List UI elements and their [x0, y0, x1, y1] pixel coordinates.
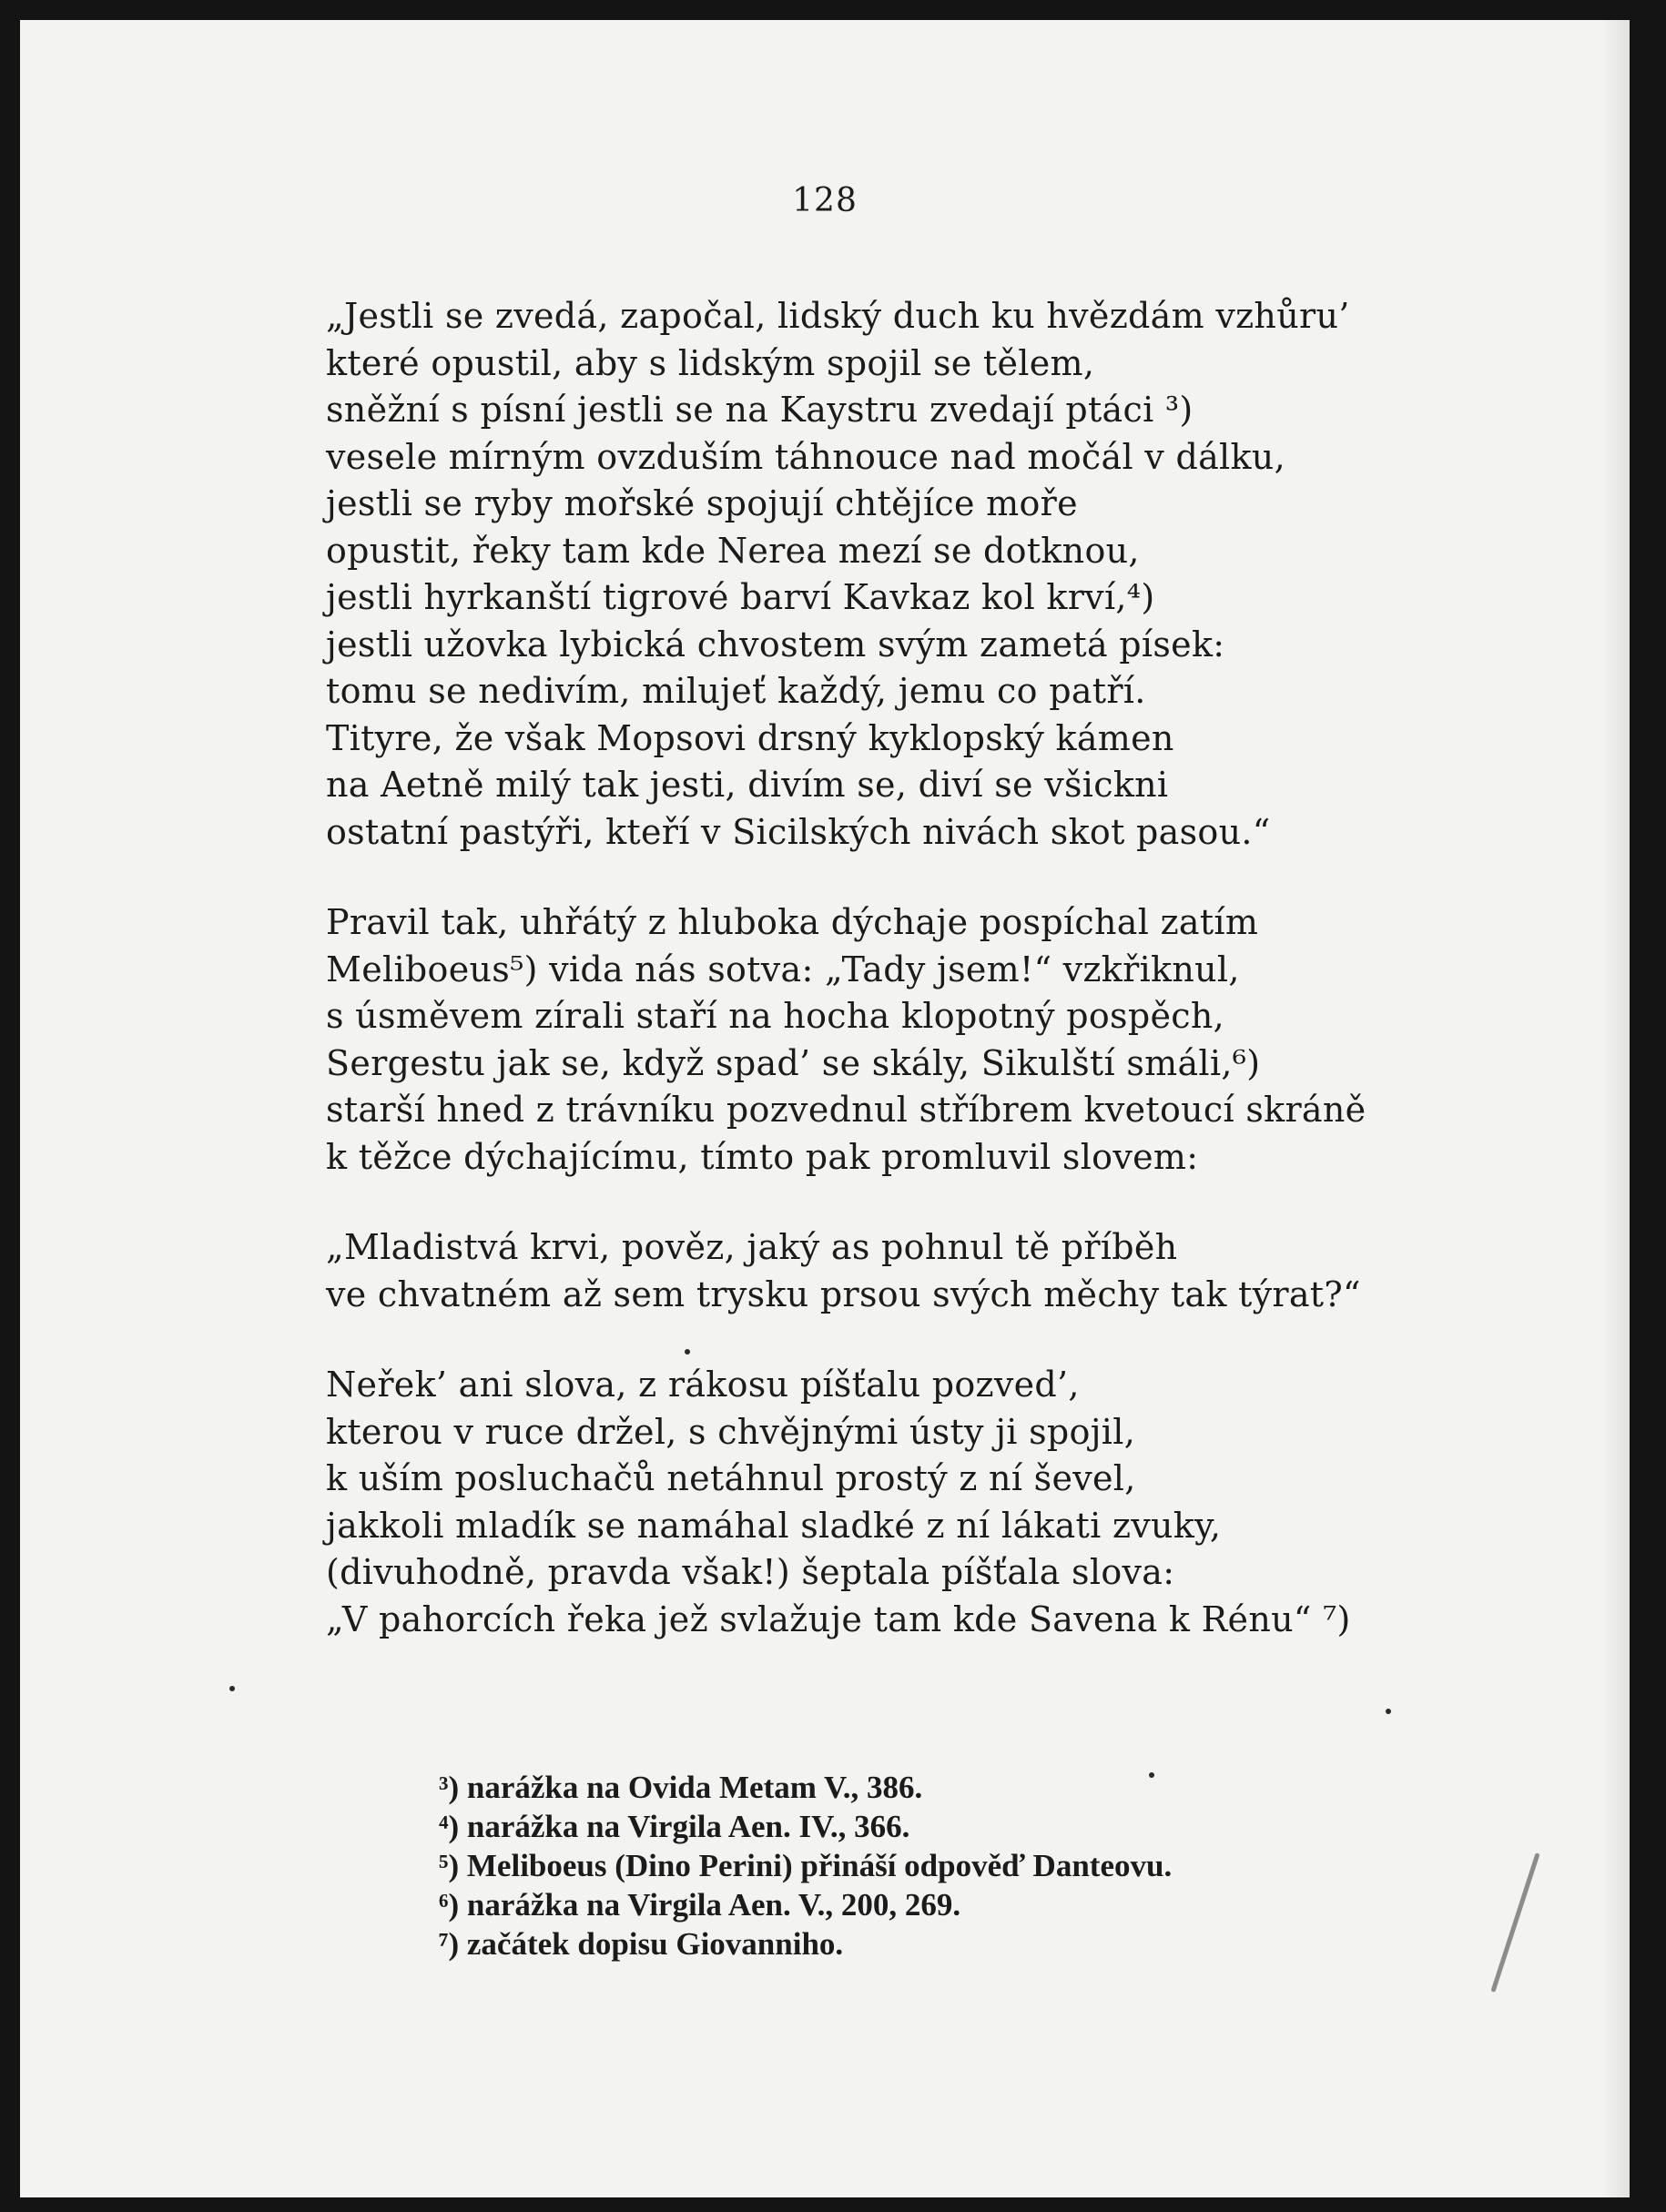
footnote: ⁶) narážka na Virgila Aen. V., 200, 269. — [439, 1887, 961, 1923]
ink-speck — [685, 1349, 690, 1355]
poem-line: „Mladistvá krvi, pověz, jaký as pohnul tě příběh — [326, 1227, 1178, 1267]
poem-line: ve chvatném až sem trysku prsou svých měchy tak týrat?“ — [326, 1273, 1361, 1314]
poem-line: opustit, řeky tam kde Nerea mezí se dotknou, — [326, 530, 1140, 571]
poem-line: „Jestli se zvedá, započal, lidský duch ku hvězdám vzhůru’ — [326, 296, 1350, 336]
poem-line: Meliboeus⁵) vida nás sotva: „Tady jsem!“ vzkřiknul, — [326, 949, 1240, 989]
poem-line: jestli se ryby mořské spojují chtějíce moře — [326, 483, 1078, 523]
poem-text — [326, 293, 1528, 1687]
poem-line: „V pahorcích řeka jež svlažuje tam kde Savena k Rénu“ ⁷) — [326, 1598, 1351, 1639]
poem-line: jestli užovka lybická chvostem svým zametá písek: — [326, 624, 1225, 665]
stanza — [326, 293, 1528, 856]
poem-line: sněžní s písní jestli se na Kaystru zvedají ptáci ³) — [326, 390, 1194, 430]
footnote: ³) narážka na Ovida Metam V., 386. — [439, 1770, 923, 1805]
poem-line: kterou v ruce držel, s chvějnými ústy ji spojil, — [326, 1411, 1136, 1452]
footnote: ⁵) Meliboeus (Dino Perini) přináší odpověď Danteovu. — [439, 1848, 1173, 1883]
page-number: 128 — [792, 182, 858, 219]
footnote: ⁷) začátek dopisu Giovanniho. — [439, 1926, 844, 1962]
poem-line: Tityre, že však Mopsovi drsný kyklopský kámen — [326, 717, 1174, 758]
poem-line: jestli hyrkanští tigrové barví Kavkaz kol krví,⁴) — [326, 577, 1155, 617]
poem-line: Neřek’ ani slova, z rákosu píšťalu pozved’, — [326, 1365, 1080, 1405]
poem-line: (divuhodně, pravda však!) šeptala píšťala slova: — [326, 1552, 1175, 1592]
poem-line: tomu se nedivím, milujeť každý, jemu co patří. — [326, 671, 1146, 711]
poem-line: k těžce dýchajícímu, tímto pak promluvil slovem: — [326, 1136, 1199, 1177]
poem-line: Pravil tak, uhřátý z hluboka dýchaje pospíchal zatím — [326, 902, 1259, 942]
poem-line: s úsměvem zírali staří na hocha klopotný pospěch, — [326, 996, 1225, 1036]
poem-line: jakkoli mladík se namáhal sladké z ní lákati zvuky, — [326, 1505, 1222, 1546]
ink-speck — [1149, 1772, 1154, 1778]
footnotes — [439, 1768, 1440, 1963]
stanza — [326, 899, 1528, 1181]
ink-speck — [1386, 1709, 1391, 1714]
book-page — [20, 20, 1630, 2197]
pencil-mark — [1490, 1852, 1539, 1993]
poem-line: ostatní pastýři, kteří v Sicilských nivách skot pasou.“ — [326, 811, 1271, 852]
stanza — [326, 1224, 1528, 1318]
poem-line: starší hned z trávníku pozvednul stříbrem kvetoucí skráně — [326, 1090, 1366, 1130]
footnote: ⁴) narážka na Virgila Aen. IV., 366. — [439, 1809, 910, 1844]
poem-line: vesele mírným ovzduším táhnouce nad močál v dálku, — [326, 436, 1285, 477]
poem-line: které opustil, aby s lidským spojil se tělem, — [326, 342, 1095, 383]
ink-speck — [229, 1686, 235, 1691]
poem-line: Sergestu jak se, když spad’ se skály, Sikulští smáli,⁶) — [326, 1042, 1261, 1083]
stanza — [326, 1362, 1528, 1643]
page-edge-shadow — [1602, 20, 1630, 2197]
poem-line: na Aetně milý tak jesti, divím se, diví se všickni — [326, 765, 1169, 805]
poem-line: k uším posluchačů netáhnul prostý z ní ševel, — [326, 1458, 1136, 1498]
